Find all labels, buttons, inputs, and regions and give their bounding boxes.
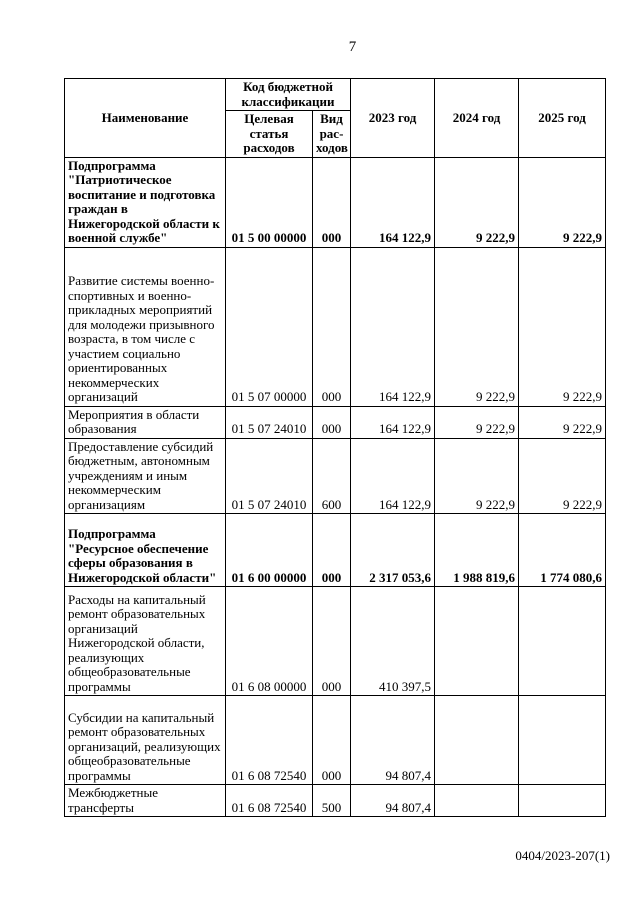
row-value-2024: 9 222,9 bbox=[435, 438, 519, 514]
header-year-2023: 2023 год bbox=[351, 79, 435, 158]
document-code: 0404/2023-207(1) bbox=[515, 848, 610, 863]
table-row bbox=[65, 406, 606, 438]
row-value-2023: 164 122,9 bbox=[351, 157, 435, 247]
row-expense-type: 500 bbox=[313, 785, 351, 817]
header-year-2024: 2024 год bbox=[435, 79, 519, 158]
row-target-article: 01 5 00 00000 bbox=[226, 157, 313, 247]
table-row bbox=[65, 785, 606, 817]
row-value-2024: 1 988 819,6 bbox=[435, 514, 519, 587]
row-expense-type: 000 bbox=[313, 514, 351, 587]
budget-table bbox=[64, 78, 606, 817]
row-expense-type: 600 bbox=[313, 438, 351, 514]
row-value-2024 bbox=[435, 587, 519, 696]
row-name: Межбюджетные трансферты bbox=[65, 785, 226, 817]
row-name: Субсидии на капитальный ремонт образовательных организаций, реализующих общеобразовательные программы bbox=[65, 696, 226, 785]
row-expense-type: 000 bbox=[313, 696, 351, 785]
row-target-article: 01 6 00 00000 bbox=[226, 514, 313, 587]
page-number: 7 bbox=[348, 39, 357, 55]
table-row bbox=[65, 696, 606, 785]
row-name: Мероприятия в области образования bbox=[65, 406, 226, 438]
header-year-2025: 2025 год bbox=[519, 79, 606, 158]
row-value-2024 bbox=[435, 785, 519, 817]
row-expense-type: 000 bbox=[313, 247, 351, 406]
row-value-2023: 164 122,9 bbox=[351, 247, 435, 406]
row-name: Расходы на капитальный ремонт образовательных организаций Нижегородской области, реализующих общеобразовательные программы bbox=[65, 587, 226, 696]
row-target-article: 01 5 07 24010 bbox=[226, 438, 313, 514]
table-row bbox=[65, 514, 606, 587]
row-target-article: 01 5 07 00000 bbox=[226, 247, 313, 406]
table-row bbox=[65, 438, 606, 514]
row-expense-type: 000 bbox=[313, 157, 351, 247]
table-row bbox=[65, 157, 606, 247]
row-value-2023: 2 317 053,6 bbox=[351, 514, 435, 587]
table-row bbox=[65, 587, 606, 696]
row-target-article: 01 6 08 72540 bbox=[226, 785, 313, 817]
row-value-2025: 9 222,9 bbox=[519, 157, 606, 247]
row-value-2025 bbox=[519, 785, 606, 817]
row-expense-type: 000 bbox=[313, 587, 351, 696]
row-value-2023: 164 122,9 bbox=[351, 406, 435, 438]
row-target-article: 01 6 08 72540 bbox=[226, 696, 313, 785]
row-value-2024: 9 222,9 bbox=[435, 406, 519, 438]
row-name: Развитие системы военно-спортивных и военно-прикладных мероприятий для молодежи призывного возраста, в том числе с участием социально ориентированных некоммерческих организаций bbox=[65, 247, 226, 406]
row-name: Предоставление субсидий бюджетным, автономным учреждениям и иным некоммерческим организациям bbox=[65, 438, 226, 514]
row-value-2024: 9 222,9 bbox=[435, 247, 519, 406]
row-value-2025: 9 222,9 bbox=[519, 438, 606, 514]
row-name: Подпрограмма "Патриотическое воспитание и подготовка граждан в Нижегородской области к военной службе" bbox=[65, 157, 226, 247]
row-value-2023: 94 807,4 bbox=[351, 696, 435, 785]
row-expense-type: 000 bbox=[313, 406, 351, 438]
row-value-2024 bbox=[435, 696, 519, 785]
header-code-group: Код бюджетной классификации bbox=[226, 79, 351, 111]
row-value-2025 bbox=[519, 587, 606, 696]
header-target-article: Целевая статья расходов bbox=[226, 111, 313, 158]
row-value-2023: 164 122,9 bbox=[351, 438, 435, 514]
row-value-2023: 94 807,4 bbox=[351, 785, 435, 817]
row-value-2025: 9 222,9 bbox=[519, 247, 606, 406]
table-row bbox=[65, 247, 606, 406]
header-expense-type: Вид рас-ходов bbox=[313, 111, 351, 158]
row-value-2025: 1 774 080,6 bbox=[519, 514, 606, 587]
header-name: Наименование bbox=[65, 79, 226, 158]
row-target-article: 01 5 07 24010 bbox=[226, 406, 313, 438]
row-value-2025: 9 222,9 bbox=[519, 406, 606, 438]
row-target-article: 01 6 08 00000 bbox=[226, 587, 313, 696]
row-name: Подпрограмма "Ресурсное обеспечение сферы образования в Нижегородской области" bbox=[65, 514, 226, 587]
row-value-2023: 410 397,5 bbox=[351, 587, 435, 696]
row-value-2025 bbox=[519, 696, 606, 785]
row-value-2024: 9 222,9 bbox=[435, 157, 519, 247]
